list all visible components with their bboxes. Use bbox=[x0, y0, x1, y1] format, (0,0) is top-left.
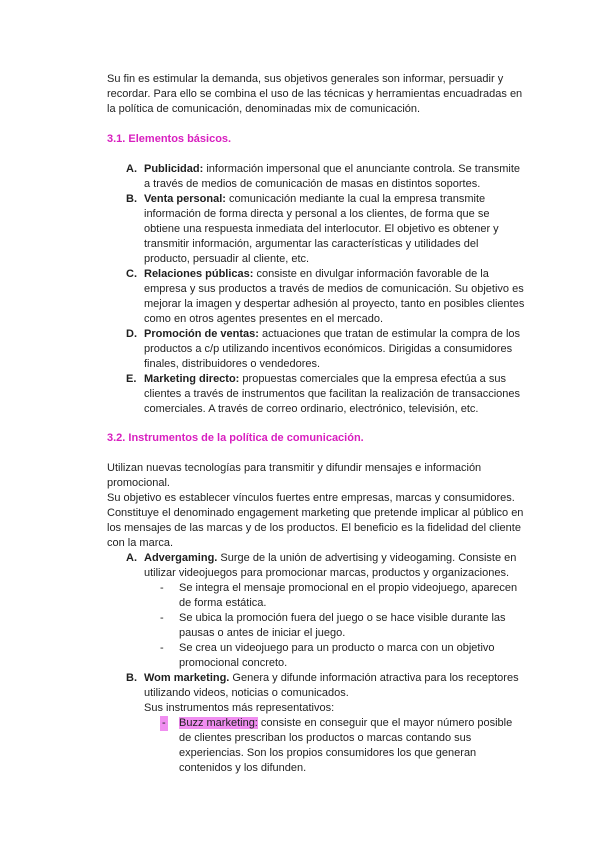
highlighted-term: Buzz marketing: bbox=[179, 717, 258, 729]
elementos-list bbox=[107, 162, 527, 417]
instrumentos-list bbox=[107, 551, 527, 776]
bullet-item: - Se ubica la promoción fuera del juego o se hace visible durante las pausas o antes de iniciar el juego. bbox=[160, 612, 506, 639]
list-item: D. Promoción de ventas: actuaciones que tratan de estimular la compra de los productos a c/p utilizando incentivos económicos. Dirigidas a consumidores finales, distribuidores o vendedores. bbox=[126, 328, 521, 370]
advergaming-bullets bbox=[144, 581, 527, 671]
list-item: A. Advergaming. Surge de la unión de advertising y videogaming. Consiste en utilizar videojuegos para promocionar marcas, productos y organizaciones. - Se integra el mensaje promocional en el propio videojuego, aparecen de forma estática. - Se ubica la promoción fuera del juego o se hace visible durante las pausas o antes de iniciar el juego. - Se crea un videojuego para un producto o marca con un objetivo promocional concreto. bbox=[107, 551, 527, 671]
list-item: A. Publicidad: información impersonal que el anunciante controla. Se transmite a través de medios de comunicación de masas en distintos soportes. bbox=[126, 163, 521, 190]
section-heading-elementos: 3.1. Elementos básicos. bbox=[107, 133, 232, 145]
bullet-item: - Se crea un videojuego para un producto o marca con un objetivo promocional concreto. bbox=[160, 642, 495, 669]
paragraph-tecnologias: Utilizan nuevas tecnologías para transmitir y difundir mensajes e información promocional. bbox=[107, 462, 482, 489]
bullet-item: - Se integra el mensaje promocional en el propio videojuego, aparecen de forma estática. bbox=[160, 582, 518, 609]
list-item: B. Wom marketing. Genera y difunde información atractiva para los receptores utilizando videos, noticias o comunicados. Sus instrumentos más representativos: - Buzz marketing: consiste en conseguir que el mayor número posible de clientes prescriban los productos o marcas contando sus experiencias. Son los propios consumidores los que generan contenidos y los difunden. bbox=[107, 671, 527, 776]
bullet-item: - Buzz marketing: consiste en conseguir que el mayor número posible de clientes prescriban los productos o marcas contando sus experiencias. Son los propios consumidores los que generan contenidos y los difunden. bbox=[162, 717, 513, 774]
list-item: B. Venta personal: comunicación mediante la cual la empresa transmite información de forma directa y personal a los clientes, de forma que se obtiene una respuesta inmediata del interlocutor. El objetivo es obtener y transmitir información, argumentar las características y utilidades del producto, persuadir al cliente, etc. bbox=[126, 193, 499, 265]
list-item: E. Marketing directo: propuestas comerciales que la empresa efectúa a sus clientes a través de instrumentos que facilitan la realización de transacciones comerciales. A través de correo ordinario, electrónico, televisión, etc. bbox=[126, 373, 521, 415]
subintro: Sus instrumentos más representativos: bbox=[144, 702, 335, 714]
paragraph-objetivo: Su objetivo es establecer vínculos fuertes entre empresas, marcas y consumidores. Constituye el denominado engagement marketing que pretende implicar al público en los mensajes de las marcas y de los productos. El beneficio es la fidelidad del cliente con la marca. bbox=[107, 492, 524, 549]
section-heading-instrumentos: 3.2. Instrumentos de la política de comunicación. bbox=[107, 432, 364, 444]
intro-paragraph: Su fin es estimular la demanda, sus objetivos generales son informar, persuadir y recordar. Para ello se combina el uso de las técnicas y herramientas encuadradas en la política de comunicación, denominadas mix de comunicación. bbox=[107, 73, 523, 115]
document-page bbox=[107, 72, 527, 776]
list-item: C. Relaciones públicas: consiste en divulgar información favorable de la empresa y sus productos a través de medios de comunicación. Su objetivo es mejorar la imagen y despertar adhesión al proyecto, tanto en posibles clientes como en otros agentes presentes en el mercado. bbox=[126, 268, 525, 325]
wom-bullets bbox=[144, 716, 527, 776]
